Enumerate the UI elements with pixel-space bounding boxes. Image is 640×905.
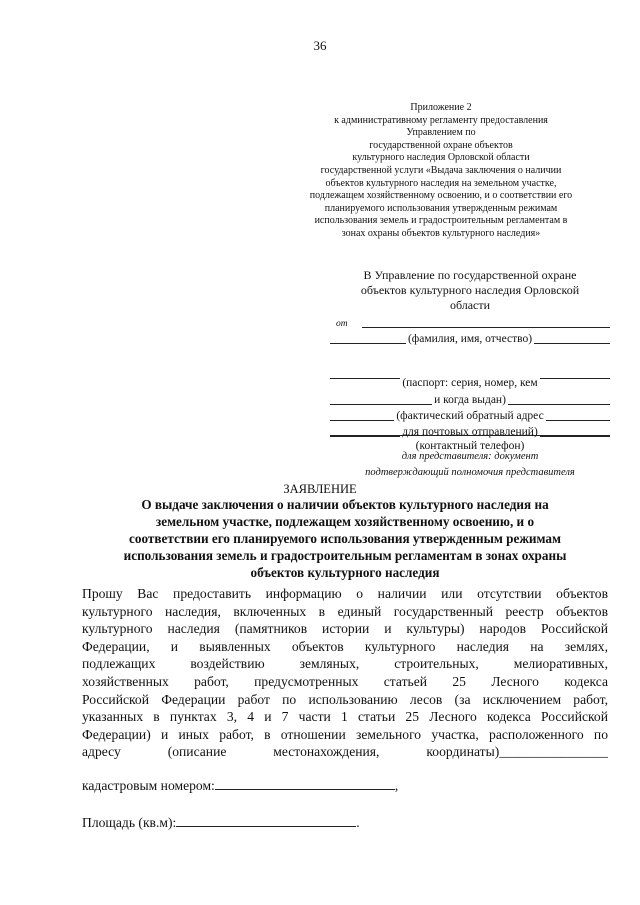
body-line: культурного наследия, включенных в единый государственный реестр объектов (82, 603, 608, 619)
fio-label: (фамилия, имя, отчество) (407, 333, 533, 345)
address-field[interactable] (330, 407, 610, 422)
appendix-line: планируемого использования утвержденным режимам (324, 202, 558, 214)
appendix-line: объектов культурного наследия на земельном участке, (325, 177, 557, 189)
appendix-line: государственной услуги «Выдача заключения о наличии (320, 164, 562, 176)
appendix-line: зонах охраны объектов культурного наследия» (341, 227, 541, 239)
address-label-2: для почтовых отправлений) (402, 426, 538, 438)
body-line: хозяйственных работ, предусмотренных статьей 25 Лесного кодекса (82, 673, 608, 689)
subject-line: использования земель и градостроительным регламентам в зонах охраны (123, 548, 567, 563)
appendix-line: подлежащем хозяйственному освоению, и о соответствии его (309, 190, 573, 202)
addressee-line: объектов культурного наследия Орловской (360, 283, 580, 297)
statement-subject (82, 496, 608, 581)
body-line: указанных в пунктах 3, 4 и 7 части 1 статьи 25 Лесного кодекса Российской (82, 709, 608, 725)
appendix-line: государственной охране объектов (369, 139, 513, 151)
body-line: Российской Федерации работ по использованию лесов (за исключением работ, (82, 691, 608, 707)
appendix-line: Приложение 2 (410, 102, 472, 113)
phone-field[interactable] (330, 437, 610, 452)
addressee-line: В Управление по государственной охране (363, 268, 577, 282)
subject-line: О выдаче заключения о наличии объектов культурного наследия на (141, 497, 549, 512)
passport-field-2[interactable] (330, 391, 610, 406)
appendix-line: культурного наследия Орловской области (352, 152, 530, 164)
addressee-block (330, 268, 610, 313)
area-field[interactable] (82, 815, 360, 831)
cadastral-suffix: , (394, 778, 399, 793)
body-line: подлежащих воздействию земляных, строительных, мелиоративных, (82, 656, 608, 672)
cadastral-field[interactable] (82, 778, 398, 794)
subject-line: соответствии его планируемого использования утвержденным режимам (129, 531, 561, 546)
subject-line: земельном участке, подлежащем хозяйственному освоению, и о (155, 514, 535, 529)
appendix-line: использования земель и градостроительным регламентам в (314, 215, 568, 227)
appendix-header (300, 102, 582, 241)
body-line: Федерации) и иных работ, в отношении земельного участка, расположенного по (82, 726, 608, 742)
area-label: Площадь (кв.м): (82, 815, 177, 830)
appendix-line: к административному регламенту предоставления (334, 114, 548, 126)
statement-body (82, 585, 608, 761)
from-field[interactable] (330, 314, 610, 329)
area-suffix: . (356, 815, 360, 830)
page-number: 36 (313, 38, 327, 53)
passport-label: (паспорт: серия, номер, кем (402, 377, 538, 389)
body-line: Прошу Вас предоставить информацию о наличии или отсутствии объектов (82, 586, 608, 601)
statement-title: ЗАЯВЛЕНИЕ (283, 482, 357, 496)
fio-field[interactable] (330, 330, 610, 345)
cadastral-label: кадастровым номером: (82, 778, 215, 793)
address-label: (фактический обратный адрес (396, 410, 544, 422)
cadastral-blank[interactable] (215, 788, 395, 790)
addressee-line: области (449, 298, 491, 312)
passport-field (330, 374, 610, 389)
passport-label-2: и когда выдан) (434, 394, 506, 406)
from-label: от (336, 319, 352, 329)
body-line: культурного наследия (памятников истории и культуры) народов Российской (82, 621, 608, 637)
body-line: Федерации, и выявленных объектов культурного наследия на землях, (82, 638, 608, 654)
representative-note-1: для представителя: документ (401, 451, 539, 462)
subject-line: объектов культурного наследия (250, 565, 440, 580)
representative-note-2: подтверждающий полномочия представителя (365, 467, 575, 478)
appendix-line: Управлением по (406, 127, 476, 139)
phone-label: (контактный телефон) (415, 440, 525, 452)
body-line: адресу (описание местонахождения, координаты)________________ (82, 744, 608, 760)
area-blank[interactable] (176, 825, 356, 827)
